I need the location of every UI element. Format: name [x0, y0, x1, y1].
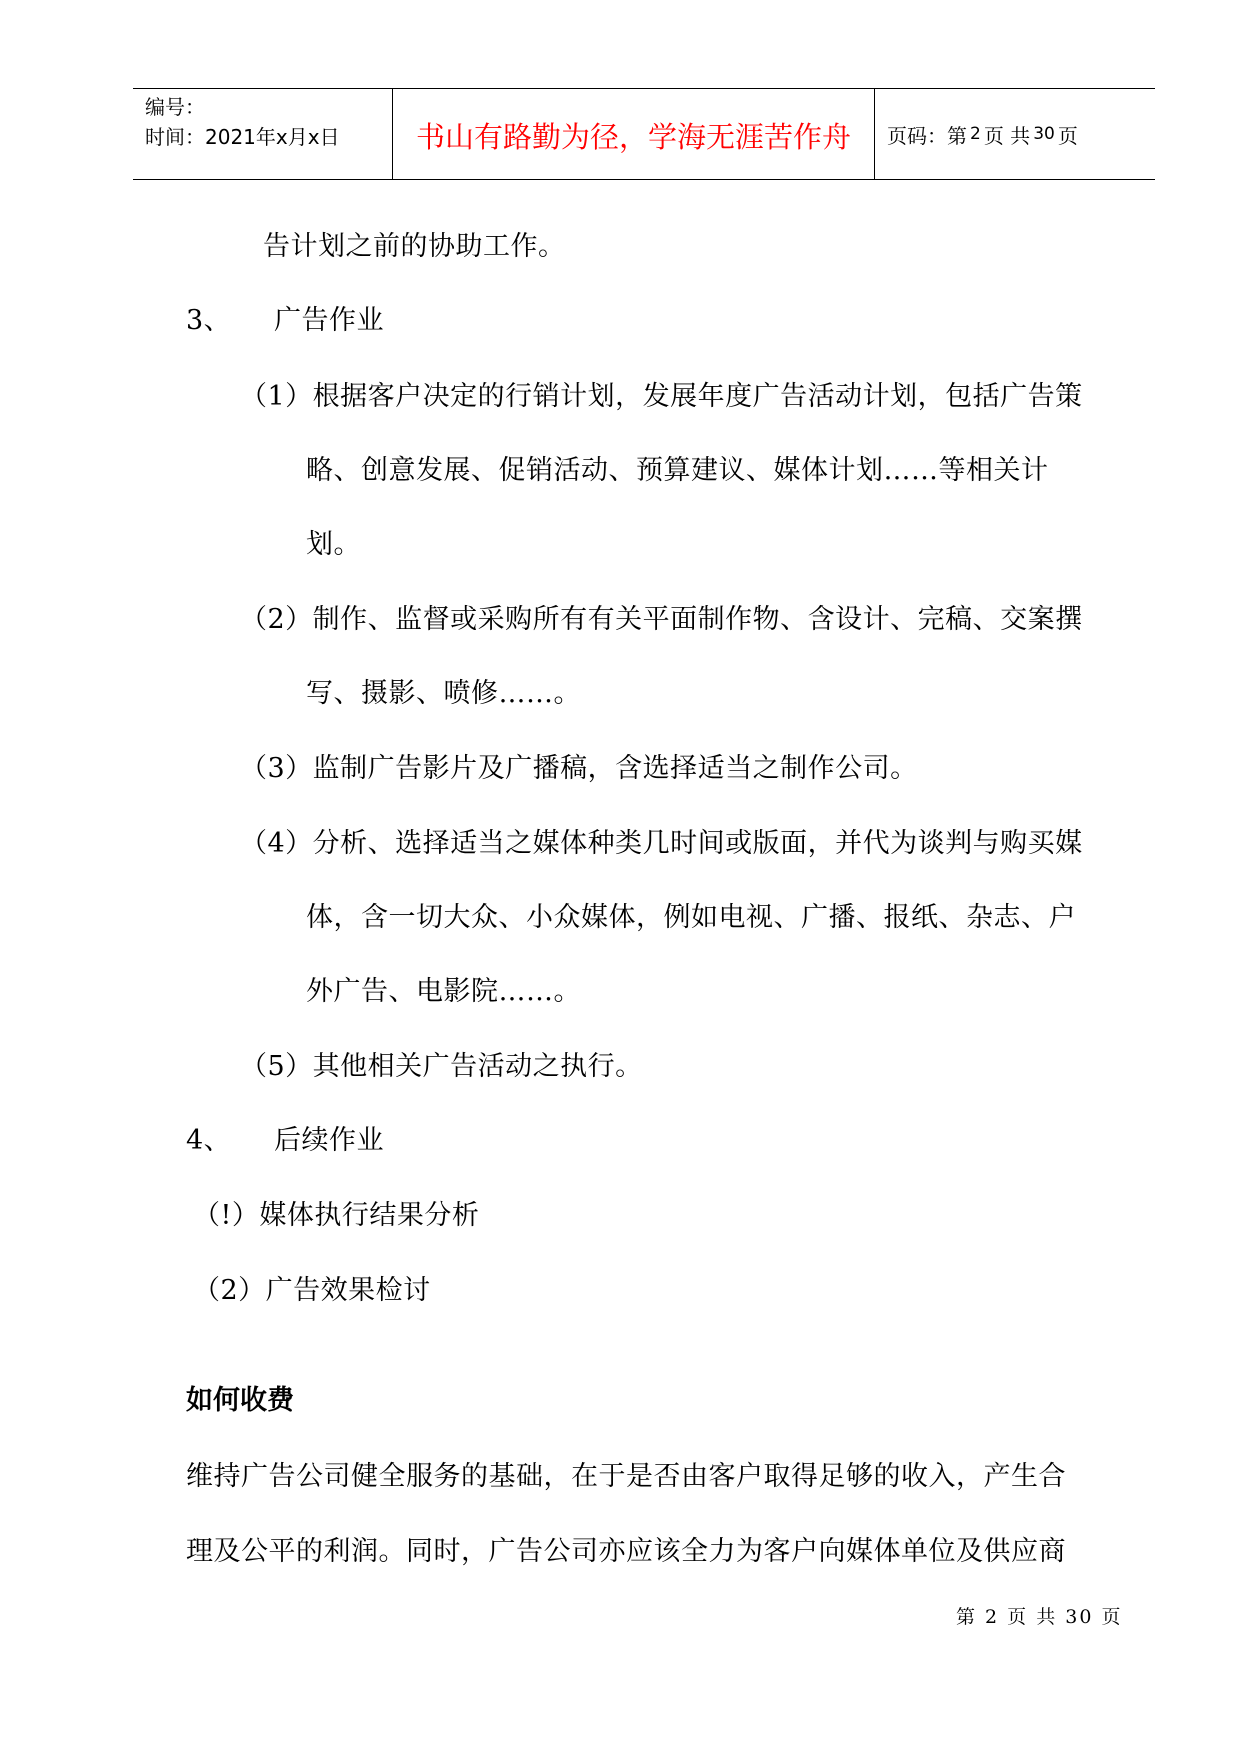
section-heading-fees: 如何收费	[186, 1385, 294, 1416]
header-page-total: 30	[1033, 124, 1055, 144]
page-header	[133, 88, 1155, 180]
followup-item-2: （2）广告效果检讨	[193, 1275, 431, 1306]
item-1-line-1: （1）根据客户决定的行销计划，发展年度广告活动计划，包括广告策	[240, 381, 1083, 412]
header-page-suffix: 页	[1057, 123, 1078, 148]
header-motto: 书山有路勤为径，学海无涯苦作舟	[393, 89, 875, 179]
item-1-line-3: 划。	[306, 529, 361, 560]
item-2-line-2: 写、摄影、喷修……。	[306, 678, 581, 709]
header-number-label: 编号：	[145, 95, 205, 119]
followup-item-1: （!）媒体执行结果分析	[193, 1200, 480, 1231]
header-page-info	[875, 89, 1155, 179]
header-page-mid: 页 共	[983, 123, 1031, 148]
item-4-line-1: （4）分析、选择适当之媒体种类几时间或版面，并代为谈判与购买媒	[240, 828, 1083, 859]
header-meta	[133, 89, 393, 179]
fees-paragraph-line-2: 理及公平的利润。同时，广告公司亦应该全力为客户向媒体单位及供应商	[186, 1536, 1066, 1567]
section-3-number: 3、	[186, 305, 232, 336]
item-3-line-1: （3）监制广告影片及广播稿，含选择适当之制作公司。	[240, 753, 918, 784]
item-4-line-3: 外广告、电影院……。	[306, 976, 581, 1007]
header-page-current: 2	[970, 124, 981, 144]
fees-paragraph-line-1: 维持广告公司健全服务的基础，在于是否由客户取得足够的收入，产生合	[186, 1461, 1066, 1492]
section-4-number: 4、	[186, 1125, 232, 1156]
item-4-line-2: 体，含一切大众、小众媒体，例如电视、广播、报纸、杂志、户	[306, 902, 1076, 933]
item-1-line-2: 略、创意发展、促销活动、预算建议、媒体计划……等相关计	[306, 455, 1049, 486]
section-3-title: 广告作业	[274, 305, 384, 336]
item-2-line-1: （2）制作、监督或采购所有有关平面制作物、含设计、完稿、交案撰	[240, 604, 1083, 635]
page-footer: 第 2 页 共 30 页	[956, 1606, 1123, 1628]
body-line-1: 告计划之前的协助工作。	[263, 231, 566, 262]
header-time-label: 时间：2021年x月x日	[145, 125, 340, 149]
section-4-title: 后续作业	[274, 1125, 384, 1156]
item-5-line-1: （5）其他相关广告活动之执行。	[240, 1051, 643, 1082]
header-page-prefix: 页码：第	[887, 123, 967, 148]
